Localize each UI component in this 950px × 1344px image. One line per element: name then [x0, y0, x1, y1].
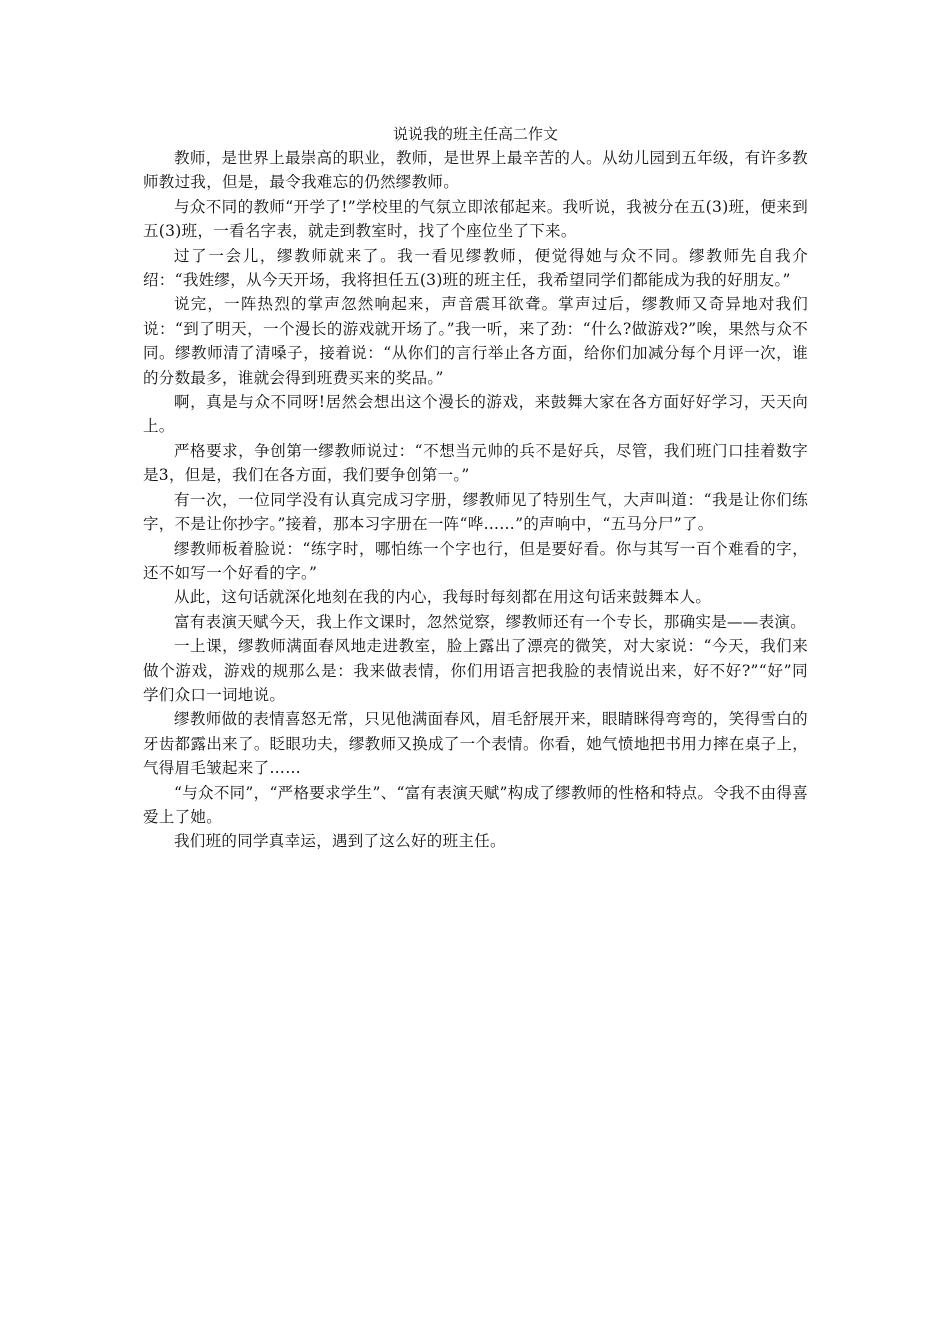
- document-page: [143, 122, 808, 854]
- paragraph: 一上课，缪教师满面春风地走进教室，脸上露出了漂亮的微笑，对大家说：“今天，我们来做个游戏，游戏的规那么是：我来做表情，你们用语言把我脸的表情说出来，好不好?”“好”同学们众口一词地说。: [143, 637, 808, 704]
- paragraph: 教师，是世界上最崇高的职业，教师，是世界上最辛苦的人。从幼儿园到五年级，有许多教师教过我，但是，最令我难忘的仍然缪教师。: [143, 149, 808, 192]
- paragraph: 啊，真是与众不同呀!居然会想出这个漫长的游戏，来鼓舞大家在各方面好好学习，天天向上。: [143, 393, 808, 436]
- paragraph: 缪教师板着脸说：“练字时，哪怕练一个字也行，但是要好看。你与其写一百个难看的字，还不如写一个好看的字。”: [143, 539, 808, 582]
- paragraph: 严格要求，争创第一缪教师说过：“不想当元帅的兵不是好兵，尽管，我们班门口挂着数字是3，但是，我们在各方面，我们要争创第一。”: [143, 441, 808, 485]
- paragraph: 我们班的同学真幸运，遇到了这么好的班主任。: [174, 832, 506, 851]
- paragraph: 过了一会儿，缪教师就来了。我一看见缪教师，便觉得她与众不同。缪教师先自我介绍：“我姓缪，从今天开场，我将担任五(3)班的班主任，我希望同学们都能成为我的好朋友。”: [143, 246, 808, 290]
- paragraph: 有一次，一位同学没有认真完成习字册，缪教师见了特别生气，大声叫道：“我是让你们练字，不是让你抄字。”接着，那本习字册在一阵“哗……”的声响中，“五马分尸”了。: [143, 490, 808, 534]
- paragraph: 缪教师做的表情喜怒无常，只见他满面春风，眉毛舒展开来，眼睛眯得弯弯的，笑得雪白的牙齿都露出来了。眨眼功夫，缪教师又换成了一个表情。你看，她气愤地把书用力摔在桌子上，气得眉毛皱起来了……: [143, 710, 808, 778]
- paragraph: 与众不同的教师“开学了!”学校里的气氛立即浓郁起来。我听说，我被分在五(3)班，便来到五(3)班，一看名字表，就走到教室时，找了个座位坐了下来。: [143, 197, 808, 241]
- paragraph: 从此，这句话就深化地刻在我的内心，我每时每刻都在用这句话来鼓舞本人。: [174, 588, 712, 607]
- paragraph: “与众不同”，“严格要求学生”、“富有表演天赋”构成了缪教师的性格和特点。令我不由得喜爱上了她。: [143, 783, 808, 826]
- paragraph: 富有表演天赋今天，我上作文课时，忽然觉察，缪教师还有一个专长，那确实是——表演。: [174, 612, 807, 631]
- document-title: 说说我的班主任高二作文: [392, 125, 558, 143]
- paragraph: 说完，一阵热烈的掌声忽然响起来，声音震耳欲聋。掌声过后，缪教师又奇异地对我们说：“到了明天，一个漫长的游戏就开场了。”我一听，来了劲：“什么?做游戏?”唉，果然与众不同。缪教师清了清嗓子，接着说：“从你们的言行举止各方面，给你们加减分每个月评一次，谁的分数最多，谁就会得到班费买来的奖品。”: [143, 295, 808, 387]
